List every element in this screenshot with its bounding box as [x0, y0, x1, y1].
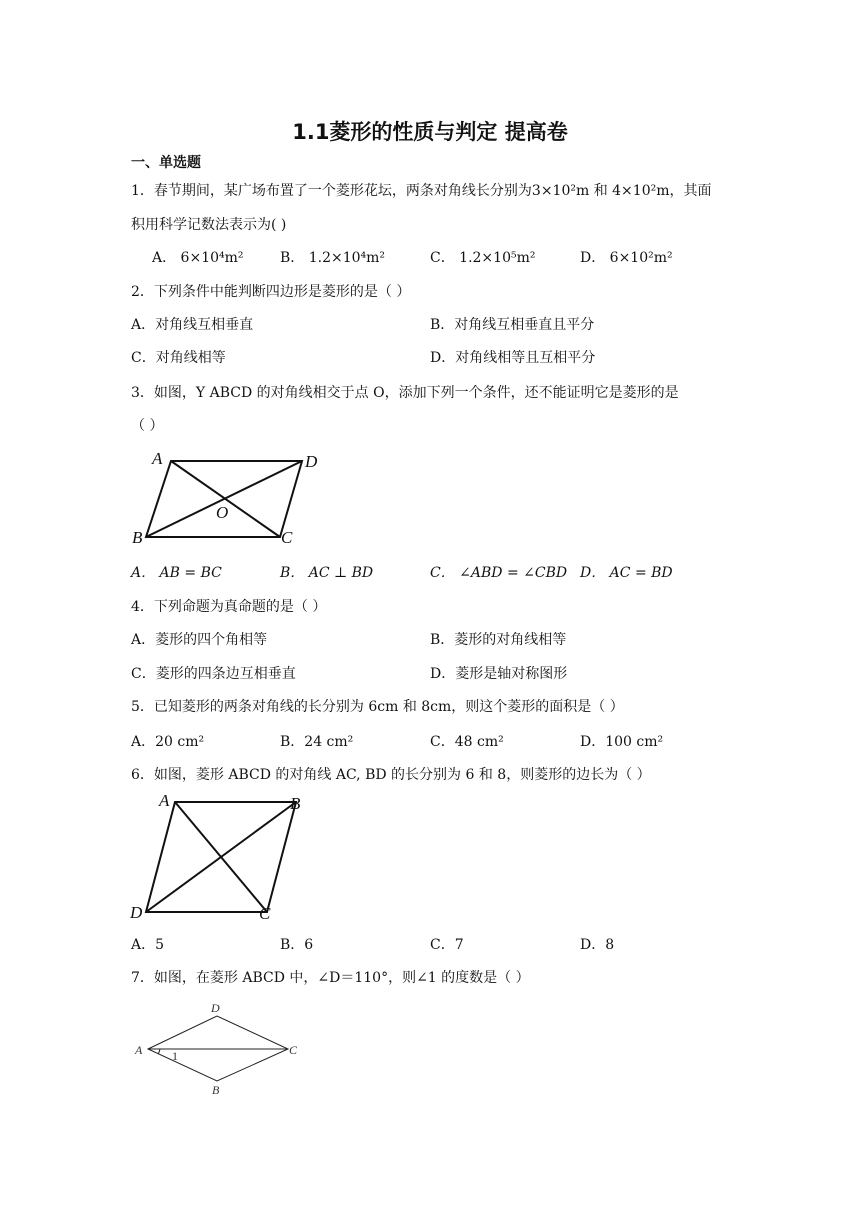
- q2-option-d: D．对角线相等且互相平分: [430, 350, 596, 366]
- q3-option-d: D． AC = BD: [580, 565, 673, 581]
- q1-option-a: A． 6×10⁴m²: [152, 250, 244, 266]
- section-heading: 一、单选题: [131, 155, 201, 171]
- q6-stem: 6．如图，菱形 ABCD 的对角线 AC, BD 的长分别为 6 和 8，则菱形的边长为（ ）: [131, 767, 651, 783]
- q1-option-d: D． 6×10²m²: [580, 250, 673, 266]
- q3-parallelogram-figure: [128, 446, 338, 550]
- q6-option-d: D．8: [580, 937, 615, 953]
- q4-stem: 4．下列命题为真命题的是（ ）: [131, 599, 327, 615]
- q6-label-c: C: [259, 904, 271, 922]
- q1-stem-line1: 1．春节期间，某广场布置了一个菱形花坛，两条对角线长分别为3×10²m 和 4×10²m，其面: [131, 183, 712, 199]
- q3-label-b: B: [132, 528, 143, 547]
- q3-stem-line2: （ ）: [131, 418, 164, 434]
- q7-label-c: C: [289, 1043, 298, 1057]
- q2-stem: 2．下列条件中能判断四边形是菱形的是（ ）: [131, 284, 411, 300]
- q2-option-b: B．对角线互相垂直且平分: [430, 317, 595, 333]
- q4-option-d: D．菱形是轴对称图形: [430, 666, 568, 682]
- q6-rhombus-figure: [126, 790, 316, 922]
- q6-option-a: A．5: [131, 937, 165, 953]
- q1-option-b: B． 1.2×10⁴m²: [280, 250, 386, 266]
- q3-label-d: D: [305, 452, 318, 471]
- q6-label-d: D: [130, 903, 143, 922]
- q2-option-a: A．对角线互相垂直: [131, 317, 254, 333]
- page-title: 1.1菱形的性质与判定 提高卷: [292, 120, 568, 144]
- q3-label-o: O: [216, 503, 229, 522]
- q5-option-c: C．48 cm²: [430, 734, 504, 750]
- q7-angle-label: 1: [172, 1049, 178, 1063]
- q3-option-b: B． AC ⊥ BD: [280, 565, 374, 581]
- q3-label-c: C: [281, 528, 293, 547]
- q3-stem-line1: 3．如图，Y ABCD 的对角线相交于点 O，添加下列一个条件，还不能证明它是菱形的是: [131, 385, 679, 401]
- q4-option-a: A．菱形的四个角相等: [131, 632, 268, 648]
- q5-option-a: A．20 cm²: [131, 734, 205, 750]
- q7-rhombus-figure: [130, 998, 310, 1098]
- q4-option-b: B．菱形的对角线相等: [430, 632, 567, 648]
- q7-stem: 7．如图，在菱形 ABCD 中，∠D＝110°，则∠1 的度数是（ ）: [131, 970, 530, 986]
- q5-stem: 5．已知菱形的两条对角线的长分别为 6cm 和 8cm，则这个菱形的面积是（ ）: [131, 699, 624, 715]
- q3-label-a: A: [152, 449, 163, 468]
- q7-label-b: B: [212, 1083, 220, 1097]
- q1-stem-line2: 积用科学记数法表示为( ): [131, 217, 287, 233]
- q6-label-b: B: [290, 794, 301, 813]
- q7-label-d: D: [211, 1001, 220, 1015]
- q4-option-c: C．菱形的四条边互相垂直: [131, 666, 296, 682]
- q3-option-c: C． ∠ABD = ∠CBD: [430, 565, 568, 581]
- q3-option-a: A． AB = BC: [131, 565, 222, 581]
- q5-option-b: B．24 cm²: [280, 734, 354, 750]
- q6-option-b: B．6: [280, 937, 314, 953]
- q1-option-c: C． 1.2×10⁵m²: [430, 250, 536, 266]
- q2-option-c: C．对角线相等: [131, 350, 226, 366]
- q6-option-c: C．7: [430, 937, 464, 953]
- q7-label-a: A: [135, 1043, 143, 1057]
- q5-option-d: D．100 cm²: [580, 734, 664, 750]
- q6-label-a: A: [159, 791, 170, 810]
